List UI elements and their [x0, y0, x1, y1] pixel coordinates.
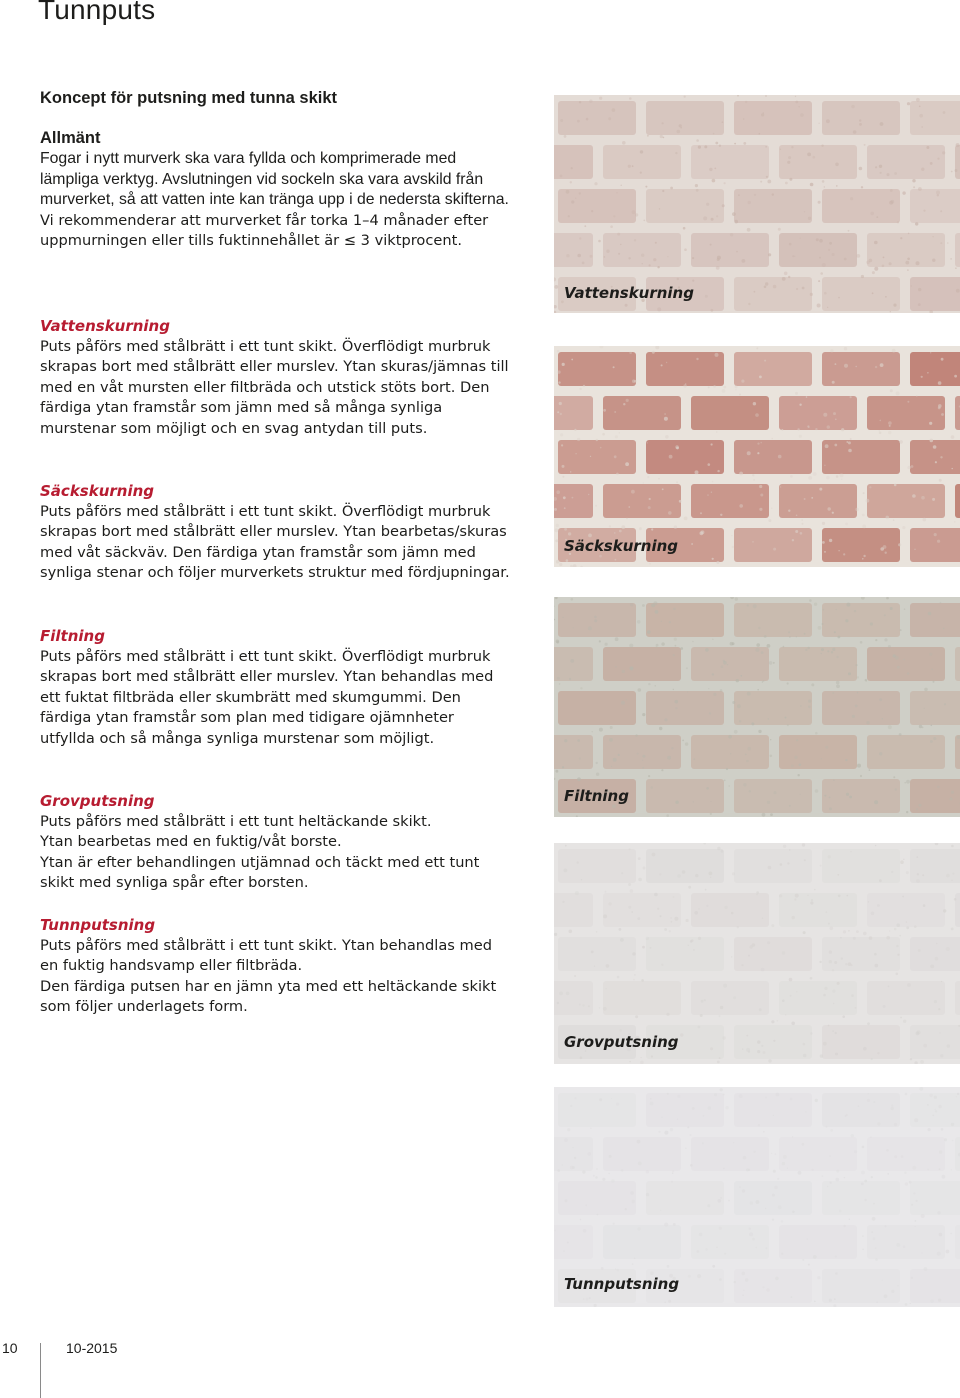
- section-line: Ytan bearbetas med en fuktig/våt borste.: [40, 833, 342, 851]
- section-line: Puts påförs med stålbrätt i ett tunt heltäckande skikt.: [40, 812, 432, 830]
- section-sackskurning: [40, 481, 510, 584]
- image-label: Filtning: [564, 787, 629, 805]
- footer-date: 10-2015: [66, 1340, 118, 1356]
- intro-section: [40, 128, 510, 252]
- wall-texture: [554, 95, 960, 313]
- wall-texture: [554, 597, 960, 817]
- wall-texture: [554, 843, 960, 1064]
- intro-paragraph-1: Fogar i nytt murverk ska vara fyllda och komprimerade med lämpliga verktyg. Avslutningen vid sockeln ska vara avskild från murverket, så att vatten inte kan tränga upp i de nedersta skifterna.: [40, 150, 509, 209]
- section-line: Puts påförs med stålbrätt i ett tunt skikt. Ytan behandlas med en fuktig handsvamp eller filtbräda.: [40, 936, 492, 975]
- image-tunnputsning: [554, 1087, 960, 1307]
- page-subtitle: Koncept för putsning med tunna skikt: [40, 89, 338, 107]
- section-heading: Grovputsning: [40, 792, 155, 810]
- image-label: Vattenskurning: [564, 284, 694, 302]
- image-label: Grovputsning: [564, 1033, 679, 1051]
- image-vattenskurning: [554, 95, 960, 313]
- section-vattenskurning: [40, 316, 510, 440]
- section-line: Den färdiga putsen har en jämn yta med ett heltäckande skikt som följer underlagets form.: [40, 977, 497, 1016]
- section-grovputsning: [40, 791, 510, 894]
- image-filtning: [554, 597, 960, 817]
- image-grovputsning: [554, 843, 960, 1064]
- intro-heading: Allmänt: [40, 129, 101, 147]
- intro-paragraph-2: Vi rekommenderar att murverket får torka 1–4 månader efter uppmurningen eller tills fuktinnehållet är ≤ 3 viktprocent.: [40, 211, 489, 250]
- section-tunnputsning: [40, 915, 510, 1018]
- page-title: Tunnputs: [38, 0, 156, 25]
- page-number: 10: [2, 1340, 18, 1356]
- wall-texture: [554, 1087, 960, 1307]
- image-label: Tunnputsning: [564, 1275, 680, 1293]
- section-line: Ytan är efter behandlingen utjämnad och täckt med ett tunt skikt med synliga spår efter borsten.: [40, 853, 480, 892]
- wall-texture: [554, 346, 960, 567]
- section-text: Puts påförs med stålbrätt i ett tunt skikt. Överflödigt murbruk skrapas bort med stålbrätt eller murslev. Ytan bearbetas/skuras med våt säckväv. Den färdiga ytan framstår som jämn med synliga stenar och följer murverkets struktur med fördjupningar.: [40, 502, 510, 582]
- image-sackskurning: [554, 346, 960, 567]
- section-heading: Säckskurning: [40, 482, 155, 500]
- section-text: Puts påförs med stålbrätt i ett tunt skikt. Överflödigt murbruk skrapas bort med stålbrätt eller murslev. Ytan skuras/jämnas till med en våt mursten eller filtbräda och utstick stöts bort. Den färdiga ytan framstår som jämn med så många synliga murstenar som möjligt och en svag antydan till puts.: [40, 337, 509, 437]
- section-heading: Vattenskurning: [40, 317, 170, 335]
- section-heading: Filtning: [40, 627, 105, 645]
- section-heading: Tunnputsning: [40, 916, 156, 934]
- section-filtning: [40, 626, 510, 750]
- footer-divider: [40, 1343, 41, 1398]
- section-text: Puts påförs med stålbrätt i ett tunt skikt. Överflödigt murbruk skrapas bort med stålbrätt eller murslev. Ytan behandlas med ett fuktat filtbräda eller skumbrätt med skumgummi. Den färdiga ytan framstår som plan med tidigare ojämnheter utfyllda och så många synliga murstenar som möjligt.: [40, 647, 494, 747]
- image-label: Säckskurning: [564, 537, 679, 555]
